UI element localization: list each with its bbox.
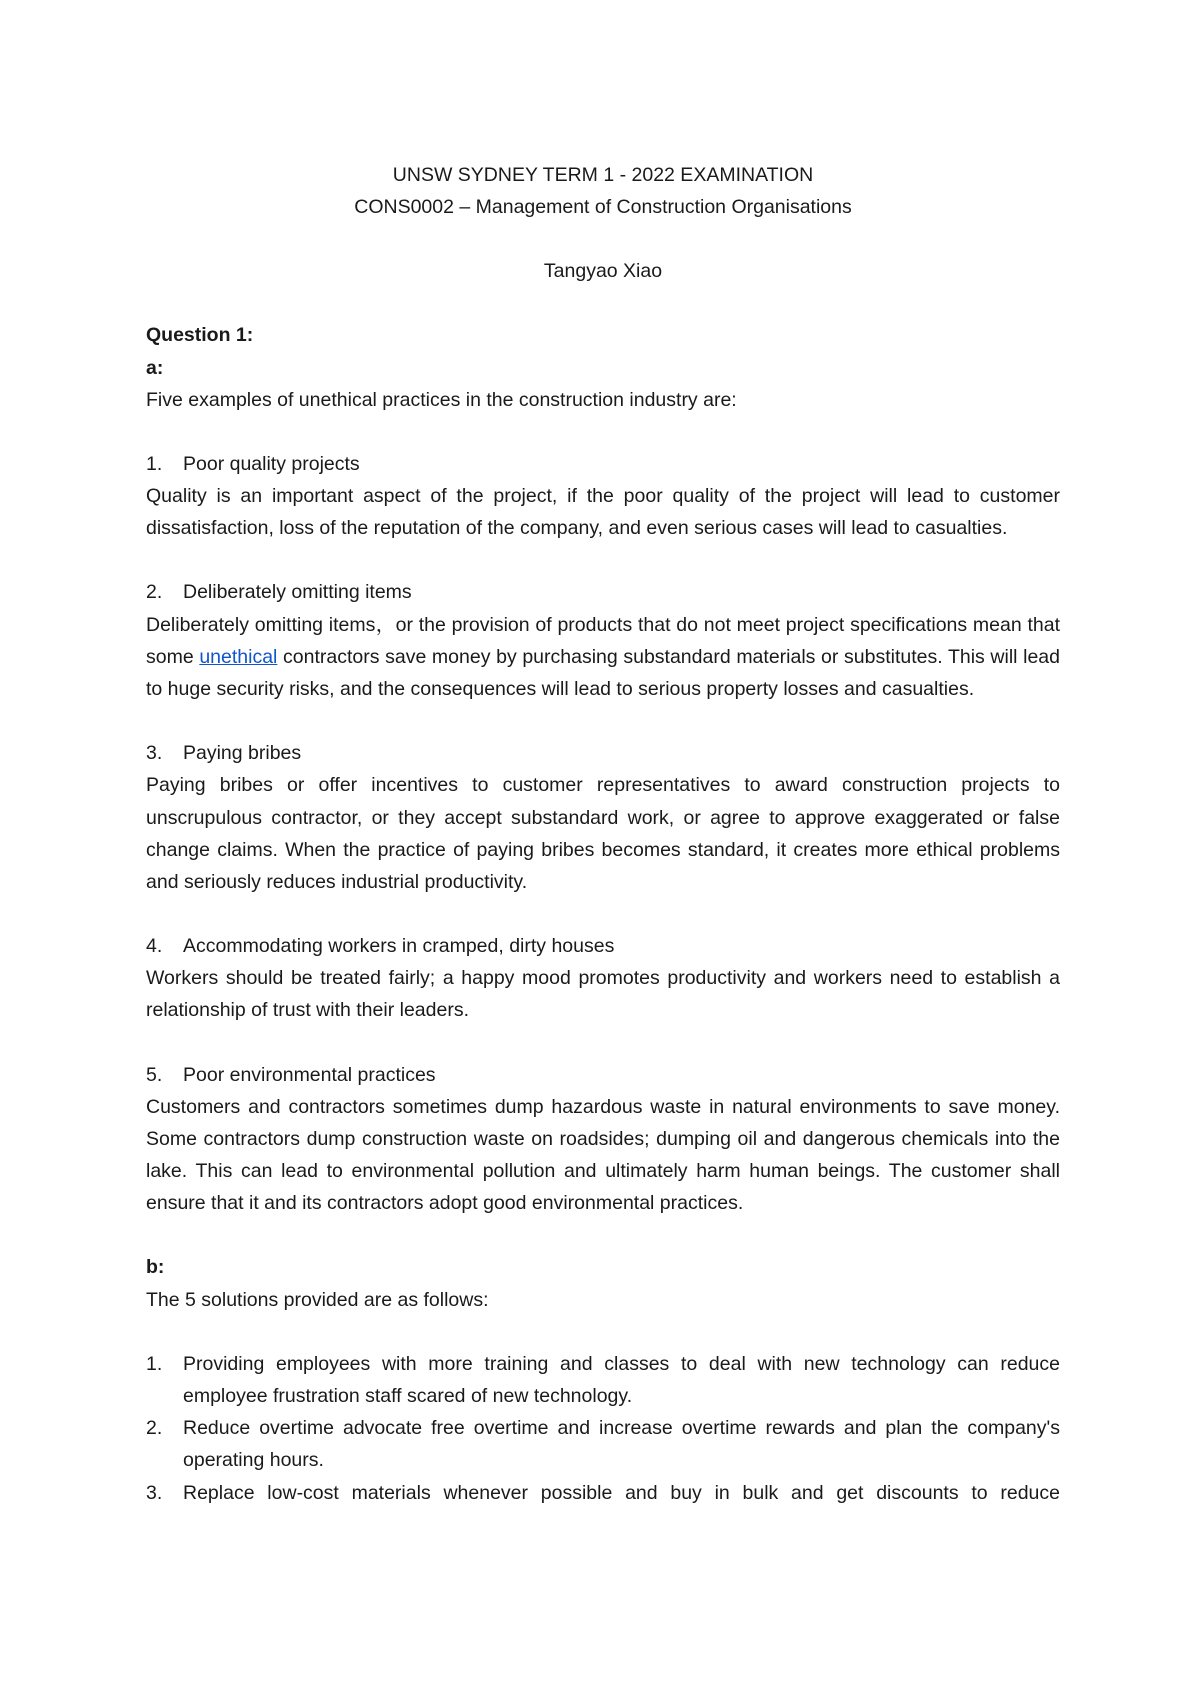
list-item-text: Providing employees with more training and classes to deal with new technology can reduce employee frustration staff scared of new technology. (183, 1352, 1060, 1407)
part-a-item-3-heading (146, 737, 1060, 769)
list-number: 3. (146, 742, 163, 765)
list-item-title: Accommodating workers in cramped, dirty houses (183, 935, 615, 957)
part-b-intro: The 5 solutions provided are as follows: (146, 1288, 489, 1311)
part-b-item-1 (146, 1348, 1060, 1412)
body-text: Deliberately omitting items，or the provision of products that do not meet project specifications mean that some (146, 613, 1060, 668)
list-number: 3. (146, 1481, 163, 1504)
list-number: 5. (146, 1063, 163, 1086)
list-item-title: Paying bribes (183, 742, 302, 765)
part-a-item-1-heading (146, 448, 1060, 480)
course-title: CONS0002 – Management of Construction Organisations (354, 196, 852, 219)
part-a-item-5-heading (146, 1059, 1060, 1091)
part-a-item-4-body: Workers should be treated fairly; a happy mood promotes productivity and workers need to establish a relationship of trust with their leaders. (146, 967, 1060, 1022)
part-a-intro: Five examples of unethical practices in the construction industry are: (146, 388, 737, 411)
part-a-item-3-body: Paying bribes or offer incentives to customer representatives to award construction projects to unscrupulous contractor, or they accept substandard work, or agree to approve exaggerated or false change claims. When the practice of paying bribes becomes standard, it creates more ethical problems and seriously reduces industrial productivity. (146, 774, 1060, 893)
list-number: 2. (146, 581, 163, 604)
body-text: contractors save money by purchasing substandard materials or substitutes. This will lead to huge security risks, and the consequences will lead to serious property losses and casualties. (146, 645, 1060, 700)
part-a-item-4-heading (146, 930, 1060, 962)
part-a-item-2-heading (146, 576, 1060, 608)
list-number: 1. (146, 1352, 163, 1375)
list-number: 4. (146, 935, 163, 957)
list-number: 2. (146, 1417, 163, 1440)
list-item-title: Poor quality projects (183, 452, 360, 475)
exam-title: UNSW SYDNEY TERM 1 - 2022 EXAMINATION (392, 164, 814, 186)
list-number: 1. (146, 452, 163, 475)
question-heading: Question 1: (146, 324, 254, 347)
document-content (146, 159, 1060, 1509)
part-a-label: a: (146, 356, 164, 379)
part-a-item-2-body (146, 609, 1060, 706)
part-a-item-5-body: Customers and contractors sometimes dump hazardous waste in natural environments to save money. Some contractors dump construction waste on roadsides; dumping oil and dangerous chemicals into the lake. This can lead to environmental pollution and ultimately harm human beings. The customer shall ensure that it and its contractors adopt good environmental practices. (146, 1095, 1060, 1215)
part-b-item-3 (146, 1477, 1060, 1509)
list-item-text: Replace low-cost materials whenever possible and buy in bulk and get discounts to reduce (183, 1481, 1060, 1504)
part-a-item-1-body: Quality is an important aspect of the project, if the poor quality of the project will lead to customer dissatisfaction, loss of the reputation of the company, and even serious cases will lead to casualties. (146, 485, 1060, 540)
part-b-item-2 (146, 1412, 1060, 1476)
list-item-title: Deliberately omitting items (183, 581, 412, 604)
unethical-link[interactable]: unethical (199, 645, 278, 668)
list-item-text: Reduce overtime advocate free overtime and increase overtime rewards and plan the company's operating hours. (183, 1417, 1060, 1472)
list-item-title: Poor environmental practices (183, 1063, 436, 1086)
part-b-label: b: (146, 1256, 165, 1279)
author-name: Tangyao Xiao (543, 260, 663, 283)
